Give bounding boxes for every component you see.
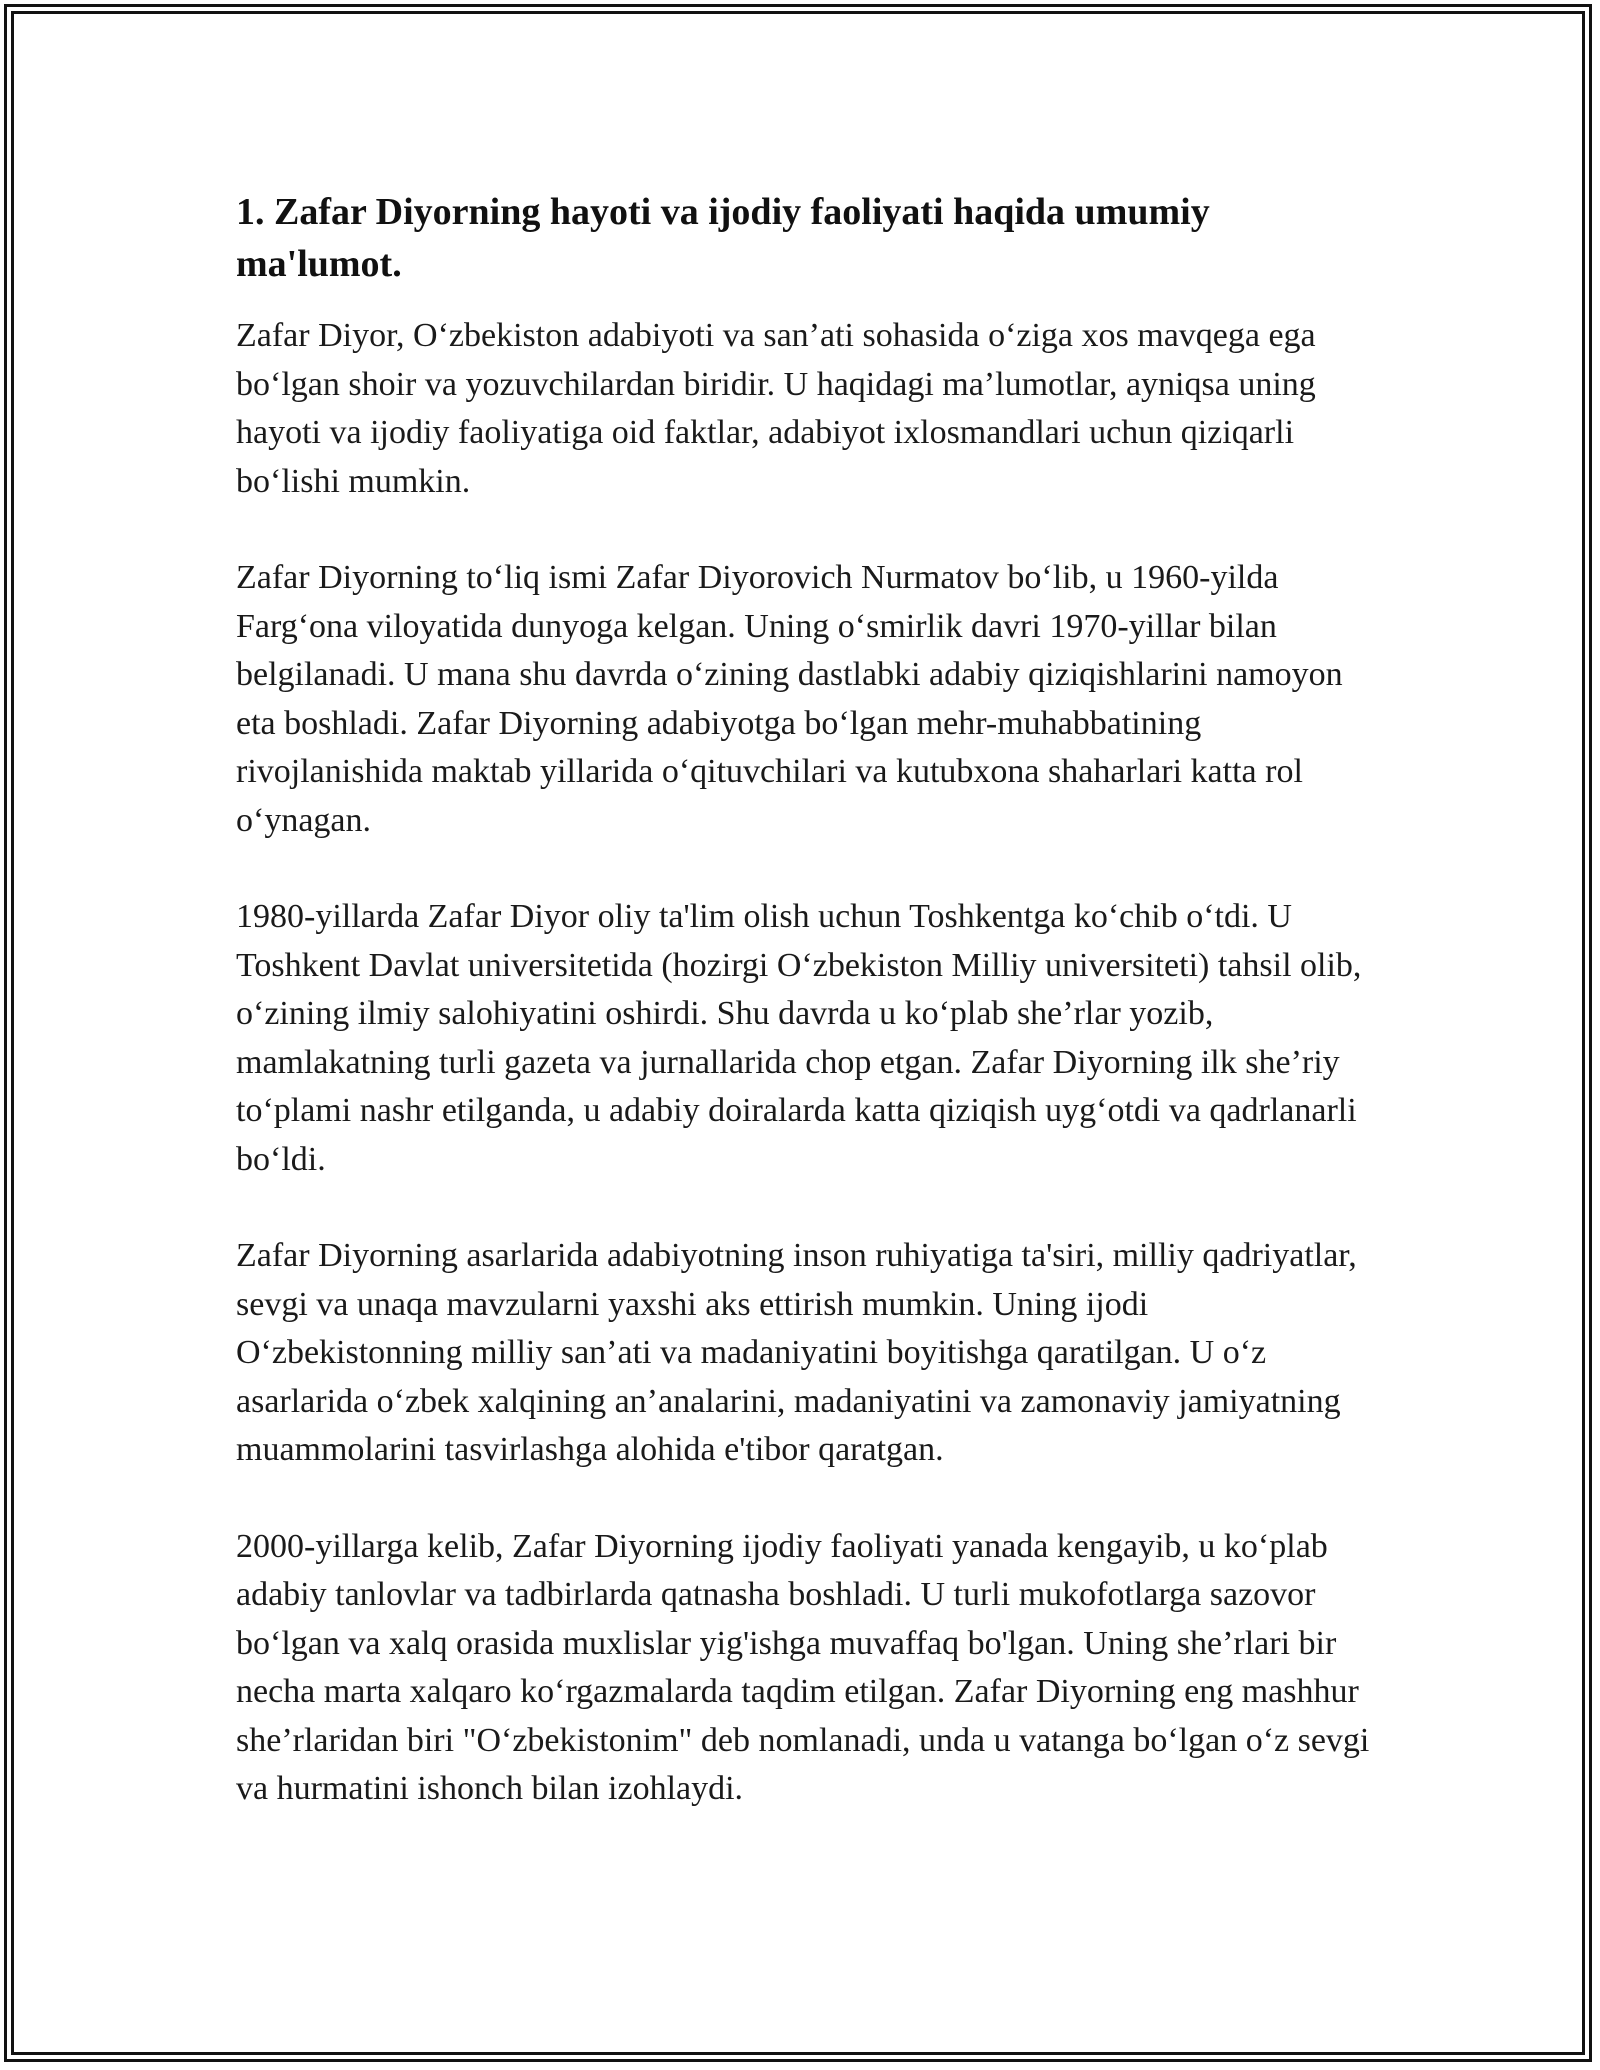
paragraph-themes: Zafar Diyorning asarlarida adabiyotning inson ruhiyatiga ta'siri, milliy qadriyatlar, sevgi va unaqa mavzularni yaxshi aks ettirish mumkin. Uning ijodi O‘zbekistonning milliy san’ati va madaniyatini boyitishga qaratilgan. U o‘z asarlarida o‘zbek xalqining an’analarini, madaniyatini va zamonaviy jamiyatning muammolarini tasvirlashga alohida e'tibor qaratgan. — [236, 1237, 1357, 1468]
paragraph-later-career: 2000-yillarga kelib, Zafar Diyorning ijodiy faoliyati yanada kengayib, u ko‘plab adabiy tanlovlar va tadbirlarda qatnasha boshladi. U turli mukofotlarga sazovor bo‘lgan va xalq orasida muxlislar yig'ishga muvaffaq bo'lgan. Uning she’rlari bir necha marta xalqaro ko‘rgazmalarda taqdim etilgan. Zafar Diyorning eng mashhur she’rlaridan biri "O‘zbekistonim" deb nomlanadi, unda u vatanga bo‘lgan o‘z sevgi va hurmatini ishonch bilan izohlaydi. — [236, 1527, 1370, 1807]
paragraph-education: 1980-yillarda Zafar Diyor oliy ta'lim olish uchun Toshkentga ko‘chib o‘tdi. U Toshkent Davlat universitetida (hozirgi O‘zbekiston Milliy universiteti) tahsil olib, o‘zining ilmiy salohiyatini oshirdi. Shu davrda u ko‘plab she’rlar yozib, mamlakatning turli gazeta va jurnallarida chop etgan. Zafar Diyorning ilk she’riy to‘plami nashr etilganda, u adabiy doiralarda katta qiziqish uyg‘otdi va qadrlanarli bo‘ldi. — [236, 898, 1362, 1178]
document-body — [236, 186, 1382, 1862]
paragraph-intro: Zafar Diyor, O‘zbekiston adabiyoti va san’ati sohasida o‘ziga xos mavqega ega bo‘lgan shoir va yozuvchilardan biridir. U haqidagi ma’lumotlar, ayniqsa uning hayoti va ijodiy faoliyatiga oid faktlar, adabiyot ixlosmandlari uchun qiziqarli bo‘lishi mumkin. — [236, 317, 1316, 500]
paragraph-early-life: Zafar Diyorning to‘liq ismi Zafar Diyorovich Nurmatov bo‘lib, u 1960-yilda Farg‘ona viloyatida dunyoga kelgan. Uning o‘smirlik davri 1970-yillar bilan belgilanadi. U mana shu davrda o‘zining dastlabki adabiy qiziqishlarini namoyon eta boshladi. Zafar Diyorning adabiyotga bo‘lgan mehr-muhabbatining rivojlanishida maktab yillarida o‘qituvchilari va kutubxona shaharlari katta rol o‘ynagan. — [236, 559, 1343, 839]
document-title: 1. Zafar Diyorning hayoti va ijodiy faoliyati haqida umumiy ma'lumot. — [236, 191, 1210, 285]
